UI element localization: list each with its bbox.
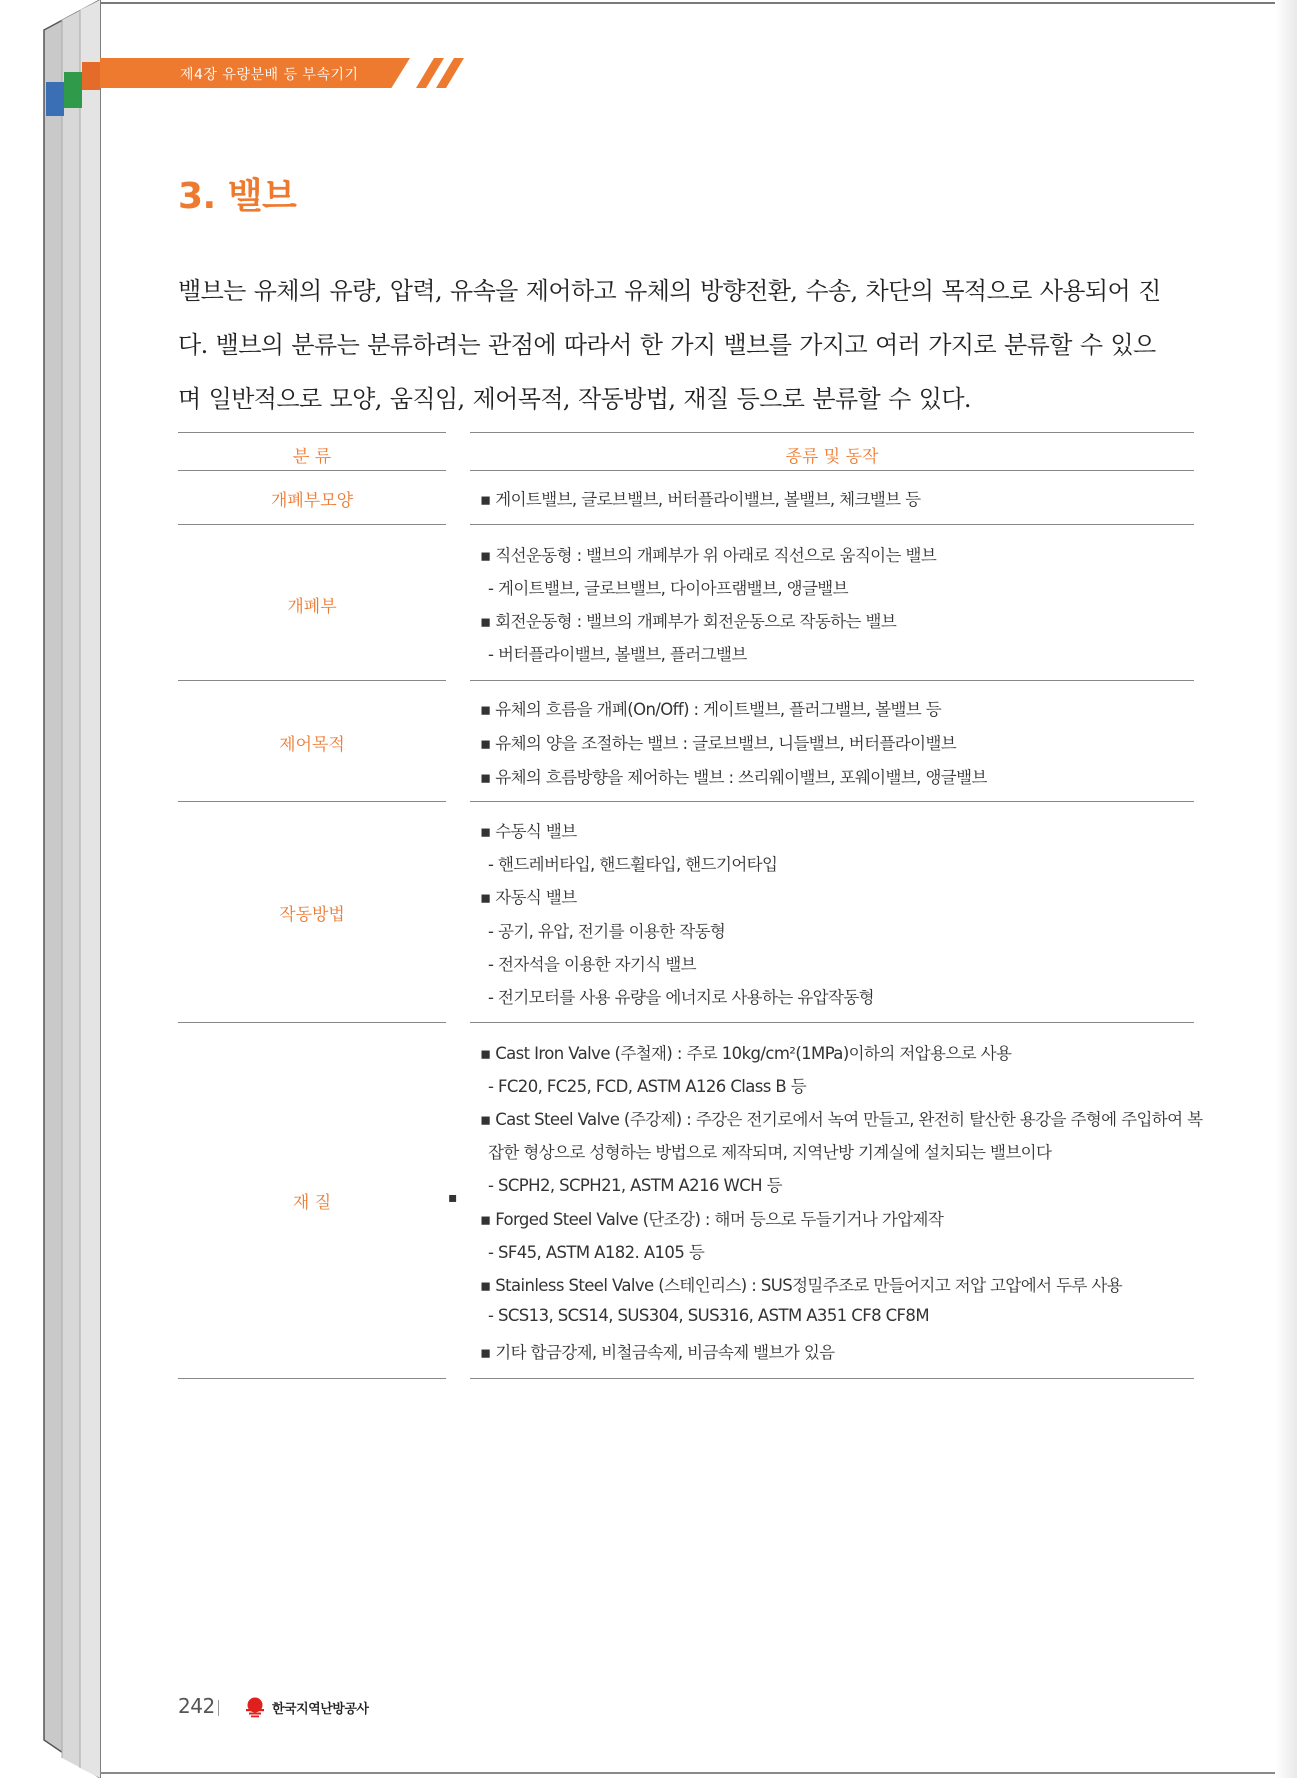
header-category: 분 류 [292, 447, 332, 467]
intro-line: 며 일반적으로 모양, 움직임, 제어목적, 작동방법, 재질 등으로 분류할 수 있다. [178, 385, 971, 413]
stray-bullet: ▪ [448, 1190, 458, 1206]
table-rule [470, 524, 1194, 525]
table-rule [470, 680, 1194, 681]
table-item: ▪ 게이트밸브, 글로브밸브, 버터플라이밸브, 볼밸브, 체크밸브 등 [480, 490, 921, 509]
table-rule [470, 1022, 1194, 1023]
table-rule [178, 432, 446, 433]
header-type-action: 종류 및 동작 [785, 447, 879, 467]
table-subitem: - SCS13, SCS14, SUS304, SUS316, ASTM A351 CF8 CF8M [488, 1306, 929, 1325]
table-subitem: - FC20, FC25, FCD, ASTM A126 Class B 등 [488, 1077, 807, 1096]
table-item: ▪ Forged Steel Valve (단조강) : 해머 등으로 두들기거나 가압제작 [480, 1210, 944, 1229]
table-subitem: - 전기모터를 사용 유량을 에너지로 사용하는 유압작동형 [488, 988, 875, 1007]
table-item: ▪ 유체의 양을 조절하는 밸브 : 글로브밸브, 니들밸브, 버터플라이밸브 [480, 734, 957, 753]
page-number: 242 [178, 1694, 215, 1718]
kdhc-logo-icon [244, 1696, 266, 1718]
row-category: 개폐부 [287, 597, 337, 617]
footer-divider [218, 1700, 219, 1716]
intro-paragraph [178, 264, 1198, 426]
table-rule [470, 1378, 1194, 1379]
section-title: 3. 밸브 [178, 176, 297, 217]
table-rule [470, 432, 1194, 433]
row-category: 개폐부모양 [270, 491, 354, 511]
table-subitem: - 전자석을 이용한 자기식 밸브 [488, 955, 697, 974]
table-subitem: - 게이트밸브, 글로브밸브, 다이아프램밸브, 앵글밸브 [488, 579, 848, 598]
table-subitem: - SF45, ASTM A182. A105 등 [488, 1243, 705, 1262]
page-edge-shadow [1275, 0, 1297, 1778]
table-rule [470, 801, 1194, 802]
table-item-continuation: 잡한 형상으로 성형하는 방법으로 제작되며, 지역난방 기계실에 설치되는 밸브이다 [488, 1143, 1052, 1162]
table-subitem: - SCPH2, SCPH21, ASTM A216 WCH 등 [488, 1176, 782, 1195]
table-item: ▪ 자동식 밸브 [480, 888, 577, 907]
table-item: ▪ Cast Iron Valve (주철재) : 주로 10kg/cm²(1MPa)이하의 저압용으로 사용 [480, 1044, 1012, 1063]
table-item: ▪ Stainless Steel Valve (스테인리스) : SUS정밀주조로 만들어지고 저압 고압에서 두루 사용 [480, 1276, 1123, 1295]
table-subitem: - 공기, 유압, 전기를 이용한 작동형 [488, 922, 726, 941]
chapter-header: 제4장 유량분배 등 부속기기 [180, 67, 359, 83]
row-category: 작동방법 [279, 905, 345, 925]
table-rule [178, 524, 446, 525]
table-item: ▪ 유체의 흐름방향을 제어하는 밸브 : 쓰리웨이밸브, 포웨이밸브, 앵글밸브 [480, 768, 987, 787]
table-item: ▪ 회전운동형 : 밸브의 개폐부가 회전운동으로 작동하는 밸브 [480, 612, 897, 631]
table-rule [178, 470, 446, 471]
publisher-logo-text: 한국지역난방공사 [272, 1702, 369, 1717]
table-item: ▪ Cast Steel Valve (주강제) : 주강은 전기로에서 녹여 만들고, 완전히 탈산한 용강을 주형에 주입하여 복 [480, 1110, 1203, 1129]
table-rule [178, 680, 446, 681]
table-rule [178, 1378, 446, 1379]
table-rule [178, 1022, 446, 1023]
book-spine [0, 0, 102, 1778]
intro-line: 다. 밸브의 분류는 분류하려는 관점에 따라서 한 가지 밸브를 가지고 여러 가지로 분류할 수 있으 [178, 331, 1156, 359]
row-category: 재 질 [292, 1193, 332, 1213]
table-item: ▪ 직선운동형 : 밸브의 개폐부가 위 아래로 직선으로 움직이는 밸브 [480, 546, 937, 565]
table-item: ▪ 기타 합금강제, 비철금속제, 비금속제 밸브가 있음 [480, 1343, 835, 1362]
stripe-decoration-icon [402, 58, 474, 88]
row-category: 제어목적 [279, 735, 345, 755]
table-subitem: - 버터플라이밸브, 볼밸브, 플러그밸브 [488, 645, 747, 664]
table-subitem: - 핸드레버타입, 핸드휠타입, 핸드기어타입 [488, 855, 778, 874]
intro-line: 밸브는 유체의 유량, 압력, 유속을 제어하고 유체의 방향전환, 수송, 차단의 목적으로 사용되어 진 [178, 277, 1161, 305]
table-rule [178, 801, 446, 802]
table-item: ▪ 수동식 밸브 [480, 822, 577, 841]
table-rule [470, 470, 1194, 471]
table-item: ▪ 유체의 흐름을 개폐(On/Off) : 게이트밸브, 플러그밸브, 볼밸브 등 [480, 700, 942, 719]
